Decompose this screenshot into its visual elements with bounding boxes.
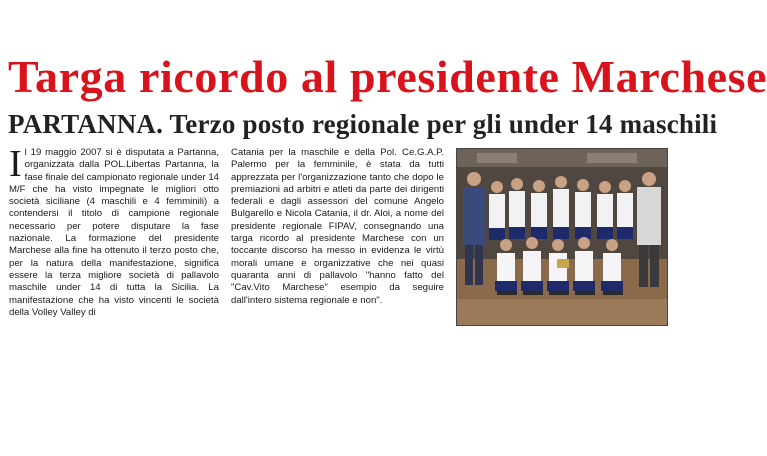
column-2-text: Catania per la maschile e della Pol. Ce.G.A.P. Palermo per la femminile, è stata da tutti apprezzata per l'organizzazione tanto che dopo le premiazioni ad arbitri e atleti da parte dei dirigenti federali e dagli assessori del comune Angelo Bulgarello e Nicola Catania, il dr. Aloi, a nome del presidente regionale FIPAV, consegnando una targa ricordo al presidente Marchese con un toccante discorso ha messo in evidenza le virtù morali umane e organizzative che nei quasi quaranta anni di pallavolo "hanno fatto del "Cav.Vito Marchese" esempio da seguire dall'intero sistema regionale e non".	[231, 147, 444, 306]
team-photo	[456, 148, 668, 326]
article-headline: Targa ricordo al presidente Marchese	[8, 51, 767, 102]
team-photo-illustration	[457, 149, 667, 325]
drop-cap: I	[9, 143, 22, 185]
article-column-1	[9, 143, 219, 319]
article-column-2	[231, 147, 444, 307]
article-subheadline: PARTANNA. Terzo posto regionale per gli under 14 maschili	[8, 109, 718, 139]
column-1-text: l 19 maggio 2007 si è disputata a Partanna, organizzata dalla POL.Libertas Partanna, la fase finale del campionato regionale under 14 M/F che ha visto impegnate le migliori otto società siciliane (4 maschili e 4 femminili) a contendersi il titolo di campione regionale necessario per potere disputare la fase nazionale. La formazione del presidente Marchese alla fine ha ottenuto il terzo posto che, per la natura della manifestazione, significa essere la terza migliore società di pallavolo maschile under 14 di tutta la Sicilia. La manifestazione che ha visto vincenti le società della Volley Valley di	[9, 147, 219, 318]
